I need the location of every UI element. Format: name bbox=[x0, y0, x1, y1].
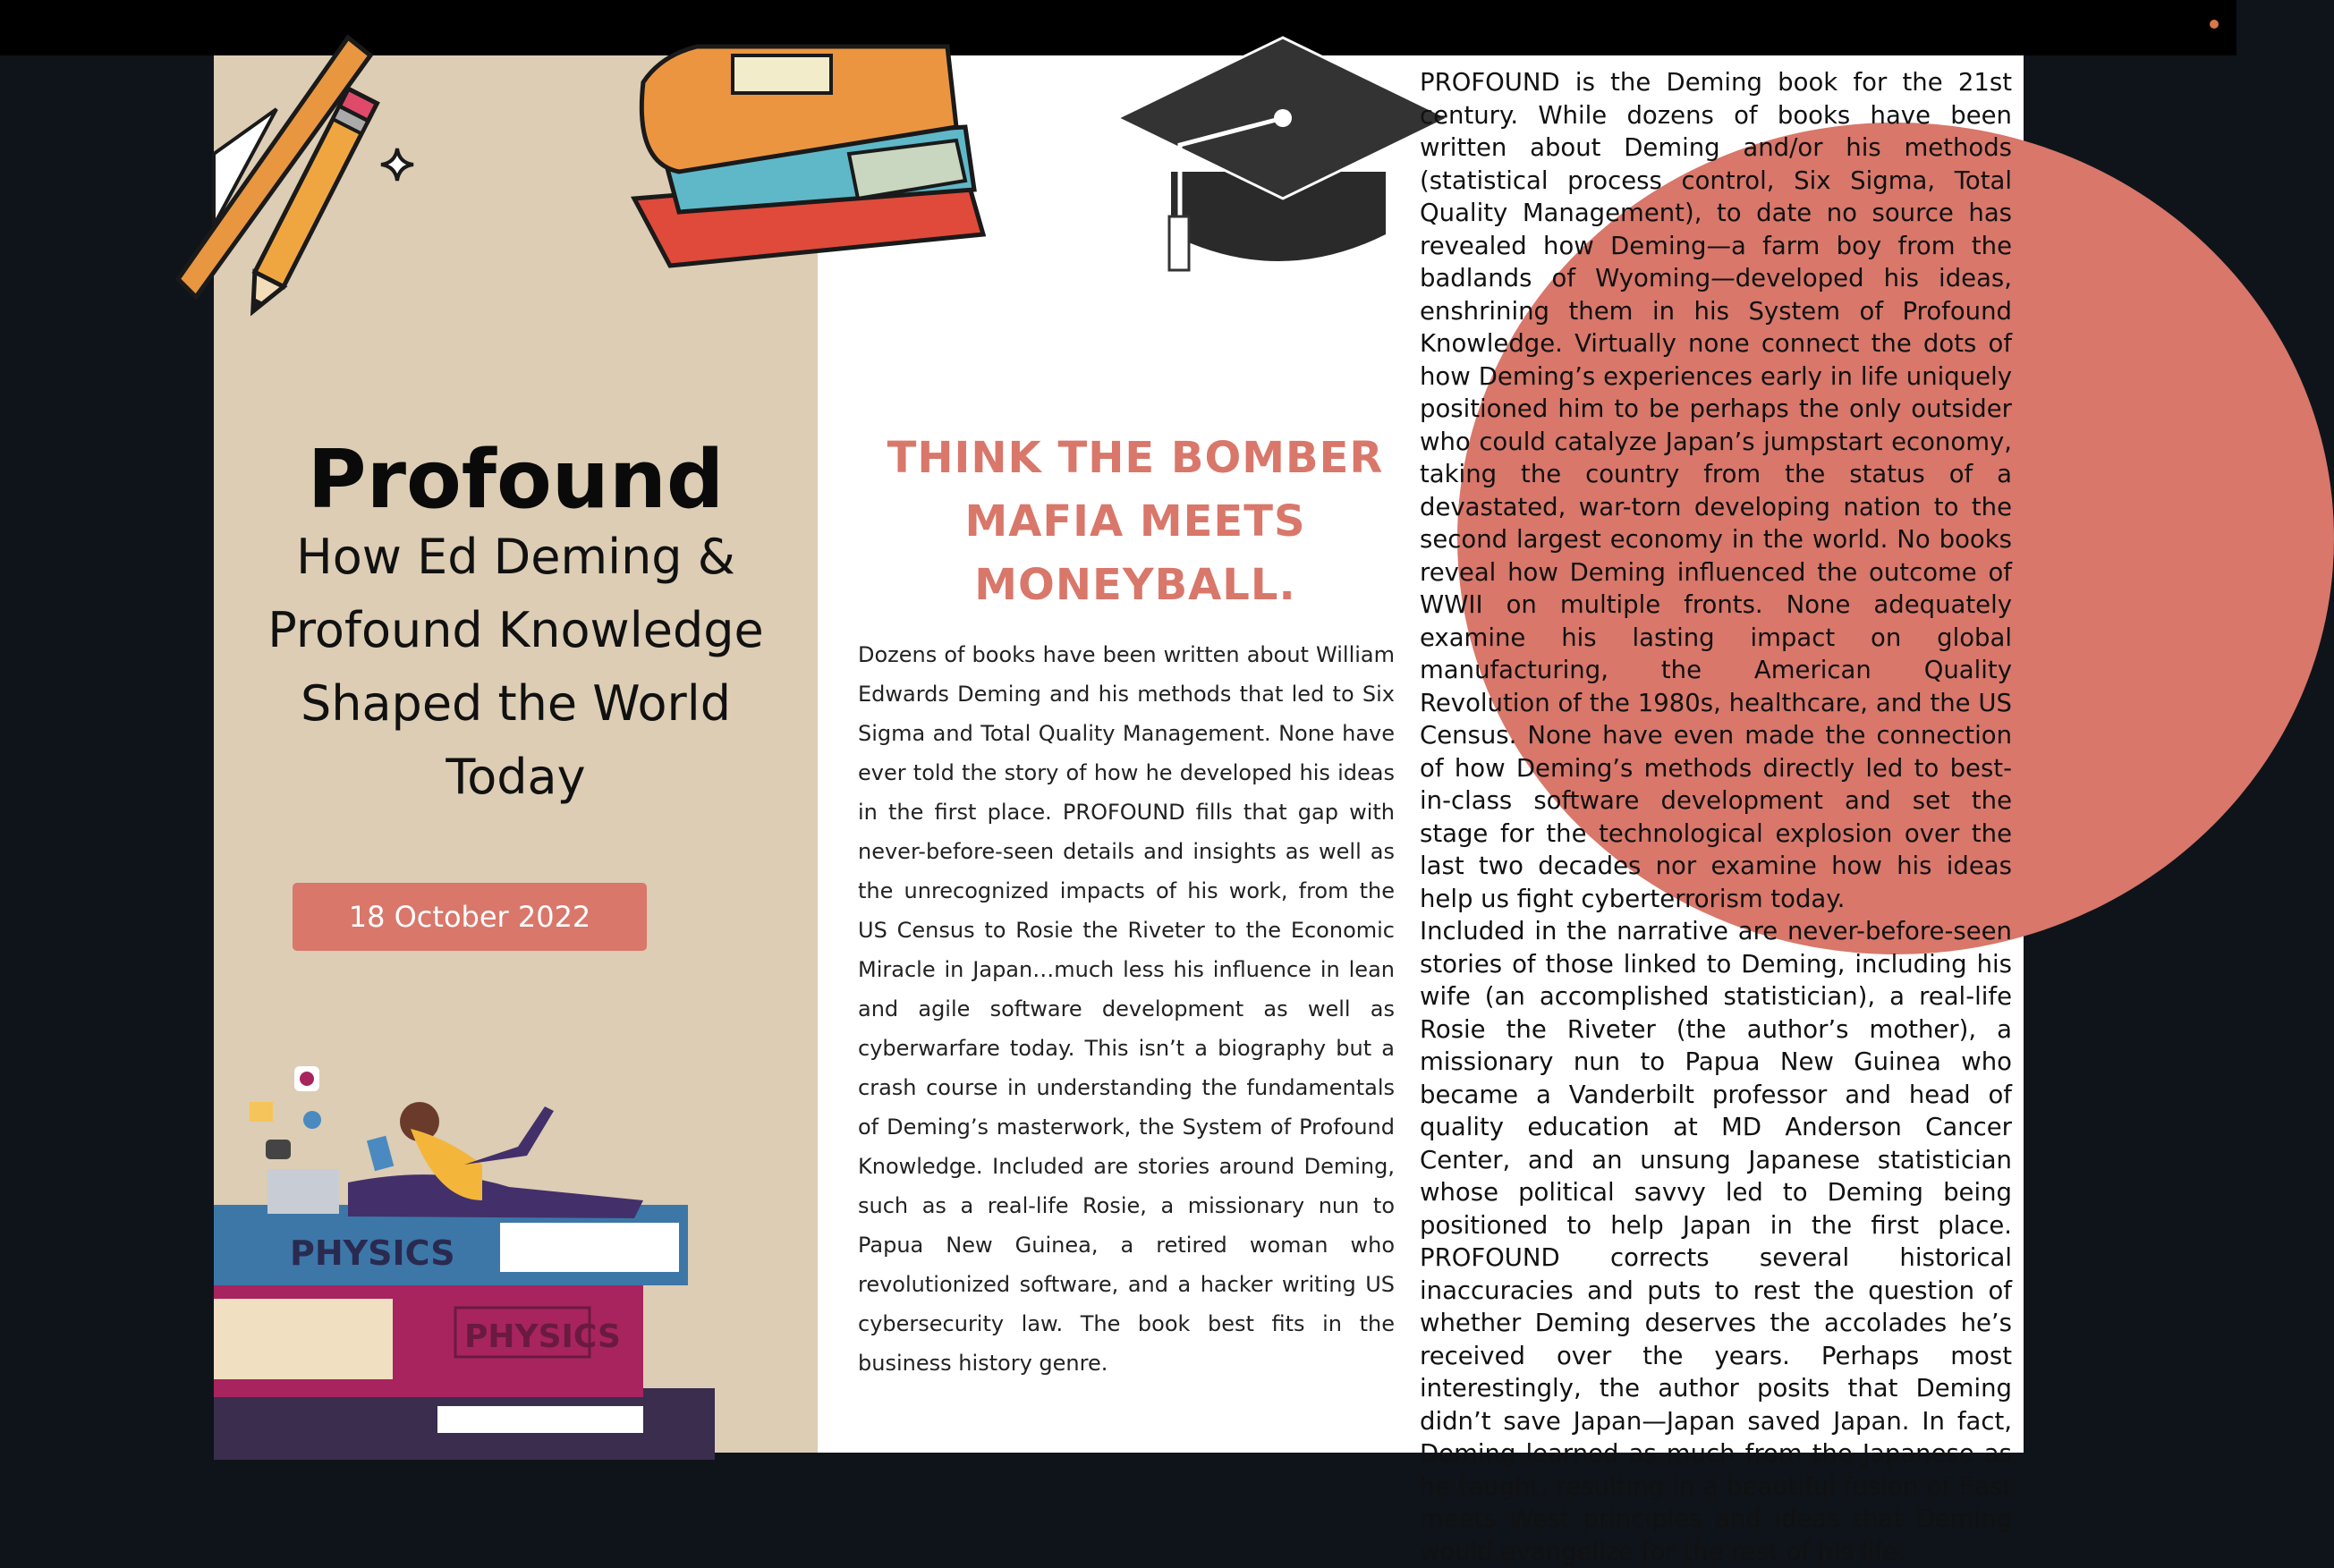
tagline-heading: THINK THE BOMBER MAFIA MEETS MONEYBALL. bbox=[887, 433, 1384, 610]
reading-woman-icon bbox=[214, 1066, 768, 1453]
laptop-icon bbox=[267, 1169, 339, 1214]
graduation-cap-icon bbox=[1117, 55, 1448, 279]
summary-text: Dozens of books have been written about William Edwards Deming and his methods that led to Six Sigma and Total Quality Management. None have ever told the story of how he developed his ideas in the first place. PROFOUND fills that gap with never-before-seen details and insights as well as the unrecognized impacts of his work, from the US Census to Rosie the Riveter to the Economic Miracle in Japan…much less his influence in lean and agile software development as well as cyberwarfare today. This isn’t a biography but a crash course in understanding the fundamentals of Deming’s masterwork, the System of Profound Knowledge. Included are stories around Deming, such as a real-life Rosie, a missionary nun to Papua New Guinea, a retired woman who revolutionized software, and a hacker writing US cybersecurity law. The book best fits in the business history genre. bbox=[858, 642, 1395, 1376]
book-spine-label-1: PHYSICS bbox=[290, 1233, 455, 1273]
status-dot bbox=[2210, 20, 2219, 29]
gear-icon bbox=[303, 1111, 321, 1129]
sparkle-icon bbox=[379, 147, 415, 182]
description-text bbox=[1420, 66, 2012, 1568]
book-stack-icon bbox=[625, 55, 1001, 288]
book-subtitle: How Ed Deming & Profound Knowledge Shaped the World Today bbox=[267, 529, 764, 805]
ruler-pencil-icon bbox=[214, 55, 429, 342]
folder-icon bbox=[250, 1102, 273, 1122]
date-badge: 18 October 2022 bbox=[293, 883, 647, 951]
description-paragraph-2: Included in the narrative are never-before-seen stories of those linked to Deming, including his wife (an accomplished statistician), a real-life Rosie the Riveter (the author’s mother), a missionary nun to Papua New Guinea who became a Vanderbilt professor and head of quality education at MD Anderson Cancer Center, and an unsung Japanese statistician whose political savvy led to Deming being positioned to help Japan in the first place. PROFOUND corrects several historical inaccuracies and puts to rest the question of whether Deming deserves the accolades he’s received over the years. Perhaps most interestingly, the author posits that Deming didn’t save Japan—Japan saved Japan. In fact, Deming learned as much from the Japanese as he taught, resulting in a beautiful fusion of East meets West principles and ideas that Deming would evangelize for the rest of his life. bbox=[1420, 917, 2012, 1566]
book-title: Profound bbox=[307, 433, 725, 527]
description-paragraph-1: PROFOUND is the Deming book for the 21st century. While dozens of books have been written about Deming and/or his methods (statistical process control, Six Sigma, Total Quality Management), to date no source has revealed how Deming—a farm boy from the badlands of Wyoming—developed his ideas, enshrining them in his System of Profound Knowledge. Virtually none connect the dots of how Deming’s experiences early in life uniquely positioned him to be perhaps the only outsider who could catalyze Japan’s jumpstart economy, taking the country from the status of a devastated, war-torn developing nation to the second largest economy in the world. No books reveal how Deming influenced the outcome of WWII on multiple fronts. None adequately examine his lasting impact on global manufacturing, the American Quality Revolution of the 1980s, healthcare, and the US Census. None have even made the connection of how Deming’s methods directly led to best-in-class software development and set the stage for the technological explosion over the last two decades nor examine how his ideas help us fight cyberterrorism today. bbox=[1420, 68, 2012, 913]
play-icon bbox=[300, 1072, 314, 1086]
chat-icon bbox=[266, 1140, 291, 1159]
book-spine-label-2: PHYSICS bbox=[464, 1318, 621, 1355]
flyer-page bbox=[214, 55, 2024, 1566]
top-bar bbox=[0, 0, 2236, 55]
